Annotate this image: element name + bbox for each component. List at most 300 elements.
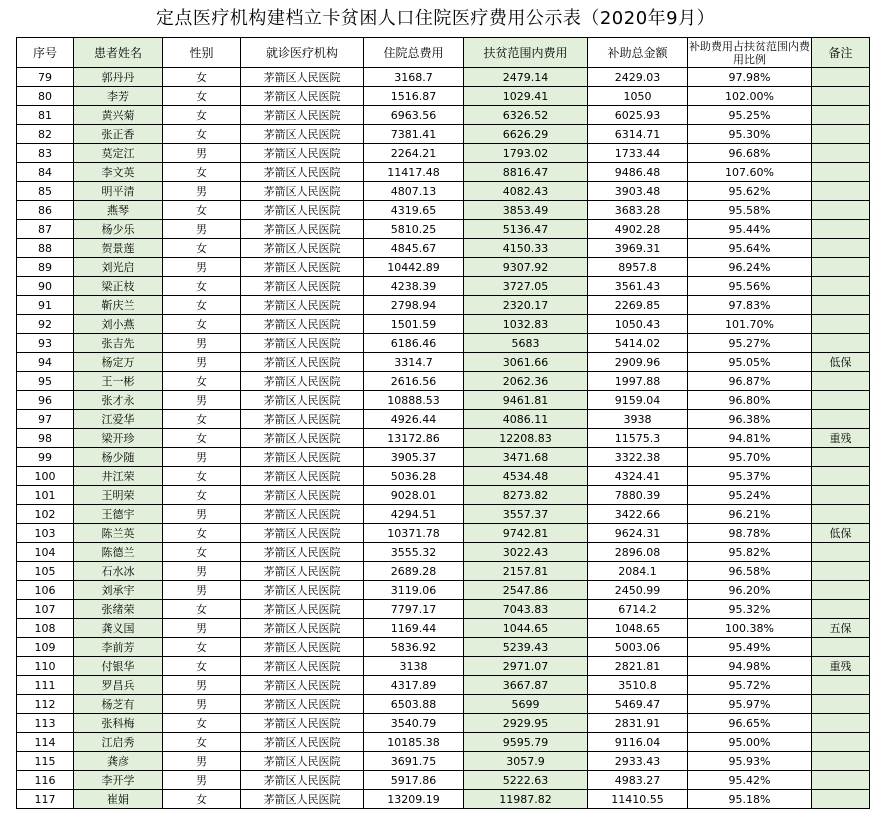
cell-institution: 茅箭区人民医院: [241, 258, 364, 277]
cell-sex: 男: [163, 562, 241, 581]
cell-scope-cost: 3022.43: [464, 543, 588, 562]
cell-note: [812, 277, 870, 296]
cell-sex: 女: [163, 410, 241, 429]
fee-table: [16, 37, 870, 809]
cell-institution: 茅箭区人民医院: [241, 524, 364, 543]
cell-ratio: 95.64%: [688, 239, 812, 258]
cell-institution: 茅箭区人民医院: [241, 657, 364, 676]
cell-institution: 茅箭区人民医院: [241, 448, 364, 467]
cell-total-cost: 4845.67: [364, 239, 464, 258]
cell-seq: 104: [17, 543, 74, 562]
cell-ratio: 102.00%: [688, 87, 812, 106]
cell-scope-cost: 4534.48: [464, 467, 588, 486]
table-body: [17, 68, 870, 809]
table-row: [17, 87, 870, 106]
cell-ratio: 95.58%: [688, 201, 812, 220]
cell-ratio: 96.58%: [688, 562, 812, 581]
cell-name: 杨芝有: [74, 695, 163, 714]
cell-note: [812, 315, 870, 334]
cell-subsidy: 3969.31: [588, 239, 688, 258]
table-row: [17, 600, 870, 619]
cell-ratio: 94.98%: [688, 657, 812, 676]
cell-name: 张正香: [74, 125, 163, 144]
cell-institution: 茅箭区人民医院: [241, 619, 364, 638]
cell-institution: 茅箭区人民医院: [241, 410, 364, 429]
table-row: [17, 486, 870, 505]
cell-scope-cost: 2547.86: [464, 581, 588, 600]
cell-institution: 茅箭区人民医院: [241, 391, 364, 410]
cell-seq: 106: [17, 581, 74, 600]
cell-name: 龚义国: [74, 619, 163, 638]
cell-subsidy: 1997.88: [588, 372, 688, 391]
cell-name: 陈兰英: [74, 524, 163, 543]
cell-subsidy: 9486.48: [588, 163, 688, 182]
cell-ratio: 96.65%: [688, 714, 812, 733]
cell-subsidy: 5003.06: [588, 638, 688, 657]
cell-institution: 茅箭区人民医院: [241, 296, 364, 315]
cell-scope-cost: 5222.63: [464, 771, 588, 790]
cell-name: 黄兴菊: [74, 106, 163, 125]
cell-note: [812, 182, 870, 201]
cell-note: [812, 486, 870, 505]
cell-sex: 男: [163, 505, 241, 524]
cell-note: 重残: [812, 429, 870, 448]
cell-total-cost: 5810.25: [364, 220, 464, 239]
cell-name: 刘承宇: [74, 581, 163, 600]
cell-sex: 女: [163, 296, 241, 315]
cell-name: 江爱华: [74, 410, 163, 429]
cell-institution: 茅箭区人民医院: [241, 695, 364, 714]
table-row: [17, 467, 870, 486]
cell-subsidy: 3422.66: [588, 505, 688, 524]
cell-note: 重残: [812, 657, 870, 676]
table-row: [17, 448, 870, 467]
cell-total-cost: 2264.21: [364, 144, 464, 163]
cell-subsidy: 1050.43: [588, 315, 688, 334]
cell-seq: 117: [17, 790, 74, 809]
cell-scope-cost: 3057.9: [464, 752, 588, 771]
cell-total-cost: 3540.79: [364, 714, 464, 733]
cell-institution: 茅箭区人民医院: [241, 334, 364, 353]
cell-ratio: 95.70%: [688, 448, 812, 467]
cell-subsidy: 8957.8: [588, 258, 688, 277]
table-row: [17, 638, 870, 657]
col-header-seq: 序号: [17, 38, 74, 68]
cell-scope-cost: 2929.95: [464, 714, 588, 733]
cell-seq: 105: [17, 562, 74, 581]
cell-note: [812, 106, 870, 125]
cell-sex: 男: [163, 676, 241, 695]
col-header-scope-cost: 扶贫范围内费用: [464, 38, 588, 68]
table-row: [17, 733, 870, 752]
cell-note: [812, 771, 870, 790]
col-header-name: 患者姓名: [74, 38, 163, 68]
cell-subsidy: 2909.96: [588, 353, 688, 372]
col-header-note: 备注: [812, 38, 870, 68]
cell-name: 杨少乐: [74, 220, 163, 239]
cell-note: [812, 220, 870, 239]
cell-note: [812, 410, 870, 429]
cell-ratio: 95.97%: [688, 695, 812, 714]
table-row: [17, 752, 870, 771]
cell-seq: 83: [17, 144, 74, 163]
cell-note: [812, 144, 870, 163]
cell-seq: 100: [17, 467, 74, 486]
table-row: [17, 372, 870, 391]
cell-institution: 茅箭区人民医院: [241, 125, 364, 144]
cell-institution: 茅箭区人民医院: [241, 68, 364, 87]
cell-note: [812, 543, 870, 562]
cell-scope-cost: 2062.36: [464, 372, 588, 391]
cell-subsidy: 5469.47: [588, 695, 688, 714]
cell-sex: 男: [163, 695, 241, 714]
cell-ratio: 97.98%: [688, 68, 812, 87]
cell-scope-cost: 1032.83: [464, 315, 588, 334]
table-row: [17, 68, 870, 87]
cell-scope-cost: 4082.43: [464, 182, 588, 201]
cell-subsidy: 5414.02: [588, 334, 688, 353]
cell-note: [812, 296, 870, 315]
table-row: [17, 543, 870, 562]
cell-total-cost: 5036.28: [364, 467, 464, 486]
cell-institution: 茅箭区人民医院: [241, 106, 364, 125]
cell-name: 王德宇: [74, 505, 163, 524]
cell-ratio: 95.25%: [688, 106, 812, 125]
cell-name: 井江荣: [74, 467, 163, 486]
cell-institution: 茅箭区人民医院: [241, 600, 364, 619]
cell-note: [812, 258, 870, 277]
cell-name: 王明荣: [74, 486, 163, 505]
cell-scope-cost: 9595.79: [464, 733, 588, 752]
table-row: [17, 106, 870, 125]
cell-seq: 79: [17, 68, 74, 87]
cell-sex: 女: [163, 87, 241, 106]
cell-ratio: 101.70%: [688, 315, 812, 334]
col-header-subsidy: 补助总金额: [588, 38, 688, 68]
cell-seq: 89: [17, 258, 74, 277]
cell-subsidy: 11410.55: [588, 790, 688, 809]
cell-name: 石水冰: [74, 562, 163, 581]
cell-name: 付银华: [74, 657, 163, 676]
cell-seq: 107: [17, 600, 74, 619]
cell-note: 低保: [812, 524, 870, 543]
cell-note: [812, 391, 870, 410]
cell-total-cost: 4319.65: [364, 201, 464, 220]
table-row: [17, 714, 870, 733]
cell-total-cost: 6963.56: [364, 106, 464, 125]
cell-subsidy: 2821.81: [588, 657, 688, 676]
cell-ratio: 95.49%: [688, 638, 812, 657]
cell-institution: 茅箭区人民医院: [241, 505, 364, 524]
cell-name: 刘小燕: [74, 315, 163, 334]
table-row: [17, 562, 870, 581]
cell-institution: 茅箭区人民医院: [241, 182, 364, 201]
table-row: [17, 771, 870, 790]
cell-subsidy: 2933.43: [588, 752, 688, 771]
cell-subsidy: 3510.8: [588, 676, 688, 695]
cell-sex: 男: [163, 448, 241, 467]
cell-sex: 女: [163, 163, 241, 182]
cell-scope-cost: 9461.81: [464, 391, 588, 410]
cell-note: [812, 714, 870, 733]
cell-subsidy: 2831.91: [588, 714, 688, 733]
cell-subsidy: 2896.08: [588, 543, 688, 562]
table-row: [17, 334, 870, 353]
cell-total-cost: 4294.51: [364, 505, 464, 524]
cell-seq: 115: [17, 752, 74, 771]
cell-seq: 87: [17, 220, 74, 239]
cell-note: [812, 239, 870, 258]
cell-subsidy: 9624.31: [588, 524, 688, 543]
cell-seq: 98: [17, 429, 74, 448]
cell-sex: 女: [163, 315, 241, 334]
cell-scope-cost: 12208.83: [464, 429, 588, 448]
cell-subsidy: 7880.39: [588, 486, 688, 505]
table-row: [17, 315, 870, 334]
cell-seq: 97: [17, 410, 74, 429]
cell-seq: 101: [17, 486, 74, 505]
cell-seq: 88: [17, 239, 74, 258]
cell-name: 张科梅: [74, 714, 163, 733]
cell-ratio: 95.42%: [688, 771, 812, 790]
cell-seq: 82: [17, 125, 74, 144]
cell-total-cost: 9028.01: [364, 486, 464, 505]
cell-total-cost: 3138: [364, 657, 464, 676]
cell-sex: 男: [163, 258, 241, 277]
cell-subsidy: 3683.28: [588, 201, 688, 220]
cell-note: [812, 752, 870, 771]
cell-total-cost: 1501.59: [364, 315, 464, 334]
cell-note: 五保: [812, 619, 870, 638]
cell-total-cost: 3905.37: [364, 448, 464, 467]
table-row: [17, 201, 870, 220]
cell-sex: 男: [163, 334, 241, 353]
table-row: [17, 258, 870, 277]
cell-sex: 女: [163, 372, 241, 391]
col-header-total-cost: 住院总费用: [364, 38, 464, 68]
cell-scope-cost: 3557.37: [464, 505, 588, 524]
cell-institution: 茅箭区人民医院: [241, 467, 364, 486]
cell-note: [812, 638, 870, 657]
cell-sex: 女: [163, 543, 241, 562]
cell-ratio: 98.78%: [688, 524, 812, 543]
cell-note: [812, 695, 870, 714]
cell-ratio: 100.38%: [688, 619, 812, 638]
table-row: [17, 163, 870, 182]
cell-ratio: 95.32%: [688, 600, 812, 619]
cell-name: 梁正枝: [74, 277, 163, 296]
header-row: [17, 38, 870, 68]
cell-name: 李前芳: [74, 638, 163, 657]
cell-total-cost: 3168.7: [364, 68, 464, 87]
cell-subsidy: 11575.3: [588, 429, 688, 448]
cell-sex: 女: [163, 657, 241, 676]
cell-scope-cost: 3471.68: [464, 448, 588, 467]
cell-subsidy: 4324.41: [588, 467, 688, 486]
cell-sex: 男: [163, 353, 241, 372]
cell-institution: 茅箭区人民医院: [241, 638, 364, 657]
cell-sex: 女: [163, 733, 241, 752]
cell-scope-cost: 3727.05: [464, 277, 588, 296]
table-row: [17, 277, 870, 296]
cell-seq: 113: [17, 714, 74, 733]
table-row: [17, 505, 870, 524]
cell-ratio: 95.44%: [688, 220, 812, 239]
cell-note: [812, 87, 870, 106]
cell-seq: 90: [17, 277, 74, 296]
cell-seq: 108: [17, 619, 74, 638]
cell-note: [812, 467, 870, 486]
cell-ratio: 95.72%: [688, 676, 812, 695]
cell-name: 靳庆兰: [74, 296, 163, 315]
cell-sex: 女: [163, 106, 241, 125]
cell-seq: 80: [17, 87, 74, 106]
cell-note: [812, 372, 870, 391]
cell-seq: 109: [17, 638, 74, 657]
table-row: [17, 353, 870, 372]
cell-seq: 103: [17, 524, 74, 543]
cell-name: 李文英: [74, 163, 163, 182]
cell-note: [812, 676, 870, 695]
cell-note: [812, 790, 870, 809]
cell-total-cost: 2689.28: [364, 562, 464, 581]
cell-scope-cost: 2479.14: [464, 68, 588, 87]
cell-seq: 93: [17, 334, 74, 353]
cell-scope-cost: 5683: [464, 334, 588, 353]
cell-seq: 81: [17, 106, 74, 125]
cell-sex: 男: [163, 581, 241, 600]
cell-sex: 女: [163, 524, 241, 543]
cell-ratio: 95.05%: [688, 353, 812, 372]
cell-subsidy: 3938: [588, 410, 688, 429]
cell-ratio: 96.68%: [688, 144, 812, 163]
cell-name: 江启秀: [74, 733, 163, 752]
cell-total-cost: 13209.19: [364, 790, 464, 809]
cell-name: 郭丹丹: [74, 68, 163, 87]
cell-scope-cost: 9307.92: [464, 258, 588, 277]
cell-ratio: 95.27%: [688, 334, 812, 353]
table-row: [17, 296, 870, 315]
cell-subsidy: 2084.1: [588, 562, 688, 581]
cell-total-cost: 5917.86: [364, 771, 464, 790]
cell-sex: 女: [163, 201, 241, 220]
cell-total-cost: 4926.44: [364, 410, 464, 429]
cell-total-cost: 11417.48: [364, 163, 464, 182]
cell-total-cost: 3555.32: [364, 543, 464, 562]
cell-subsidy: 1733.44: [588, 144, 688, 163]
cell-subsidy: 3561.43: [588, 277, 688, 296]
cell-ratio: 96.80%: [688, 391, 812, 410]
cell-institution: 茅箭区人民医院: [241, 144, 364, 163]
cell-total-cost: 3314.7: [364, 353, 464, 372]
cell-subsidy: 4983.27: [588, 771, 688, 790]
cell-ratio: 96.38%: [688, 410, 812, 429]
cell-name: 崔娟: [74, 790, 163, 809]
cell-sex: 女: [163, 239, 241, 258]
cell-institution: 茅箭区人民医院: [241, 372, 364, 391]
cell-institution: 茅箭区人民医院: [241, 239, 364, 258]
cell-sex: 女: [163, 68, 241, 87]
cell-scope-cost: 1793.02: [464, 144, 588, 163]
cell-sex: 男: [163, 220, 241, 239]
cell-subsidy: 3903.48: [588, 182, 688, 201]
cell-name: 张才永: [74, 391, 163, 410]
cell-name: 杨定万: [74, 353, 163, 372]
table-row: [17, 220, 870, 239]
table-row: [17, 619, 870, 638]
cell-scope-cost: 6626.29: [464, 125, 588, 144]
cell-institution: 茅箭区人民医院: [241, 581, 364, 600]
cell-scope-cost: 9742.81: [464, 524, 588, 543]
cell-ratio: 107.60%: [688, 163, 812, 182]
cell-total-cost: 10442.89: [364, 258, 464, 277]
cell-name: 张绪荣: [74, 600, 163, 619]
cell-subsidy: 2450.99: [588, 581, 688, 600]
cell-note: [812, 201, 870, 220]
cell-seq: 116: [17, 771, 74, 790]
page-title: 定点医疗机构建档立卡贫困人口住院医疗费用公示表（2020年9月）: [155, 8, 716, 29]
cell-institution: 茅箭区人民医院: [241, 543, 364, 562]
cell-sex: 女: [163, 277, 241, 296]
cell-note: [812, 125, 870, 144]
cell-seq: 112: [17, 695, 74, 714]
cell-subsidy: 2269.85: [588, 296, 688, 315]
cell-name: 张吉先: [74, 334, 163, 353]
cell-name: 龚彦: [74, 752, 163, 771]
cell-ratio: 95.93%: [688, 752, 812, 771]
cell-total-cost: 4317.89: [364, 676, 464, 695]
cell-scope-cost: 2971.07: [464, 657, 588, 676]
cell-note: [812, 562, 870, 581]
cell-name: 刘光启: [74, 258, 163, 277]
cell-seq: 111: [17, 676, 74, 695]
table-row: [17, 410, 870, 429]
cell-name: 陈德兰: [74, 543, 163, 562]
cell-institution: 茅箭区人民医院: [241, 87, 364, 106]
cell-sex: 女: [163, 600, 241, 619]
cell-subsidy: 3322.38: [588, 448, 688, 467]
cell-institution: 茅箭区人民医院: [241, 790, 364, 809]
cell-note: [812, 505, 870, 524]
cell-subsidy: 6714.2: [588, 600, 688, 619]
table-row: [17, 182, 870, 201]
cell-institution: 茅箭区人民医院: [241, 353, 364, 372]
cell-seq: 85: [17, 182, 74, 201]
cell-institution: 茅箭区人民医院: [241, 201, 364, 220]
cell-institution: 茅箭区人民医院: [241, 315, 364, 334]
cell-name: 莫定江: [74, 144, 163, 163]
table-row: [17, 239, 870, 258]
cell-subsidy: 9159.04: [588, 391, 688, 410]
cell-name: 贺景莲: [74, 239, 163, 258]
cell-ratio: 96.24%: [688, 258, 812, 277]
cell-subsidy: 6314.71: [588, 125, 688, 144]
cell-sex: 男: [163, 752, 241, 771]
cell-subsidy: 4902.28: [588, 220, 688, 239]
cell-seq: 110: [17, 657, 74, 676]
cell-total-cost: 4807.13: [364, 182, 464, 201]
cell-institution: 茅箭区人民医院: [241, 771, 364, 790]
cell-sex: 男: [163, 144, 241, 163]
table-row: [17, 524, 870, 543]
cell-scope-cost: 4150.33: [464, 239, 588, 258]
cell-scope-cost: 4086.11: [464, 410, 588, 429]
cell-sex: 女: [163, 486, 241, 505]
cell-ratio: 96.87%: [688, 372, 812, 391]
cell-subsidy: 6025.93: [588, 106, 688, 125]
col-header-ratio: 补助费用占扶贫范围内费用比例: [689, 39, 810, 66]
cell-seq: 102: [17, 505, 74, 524]
